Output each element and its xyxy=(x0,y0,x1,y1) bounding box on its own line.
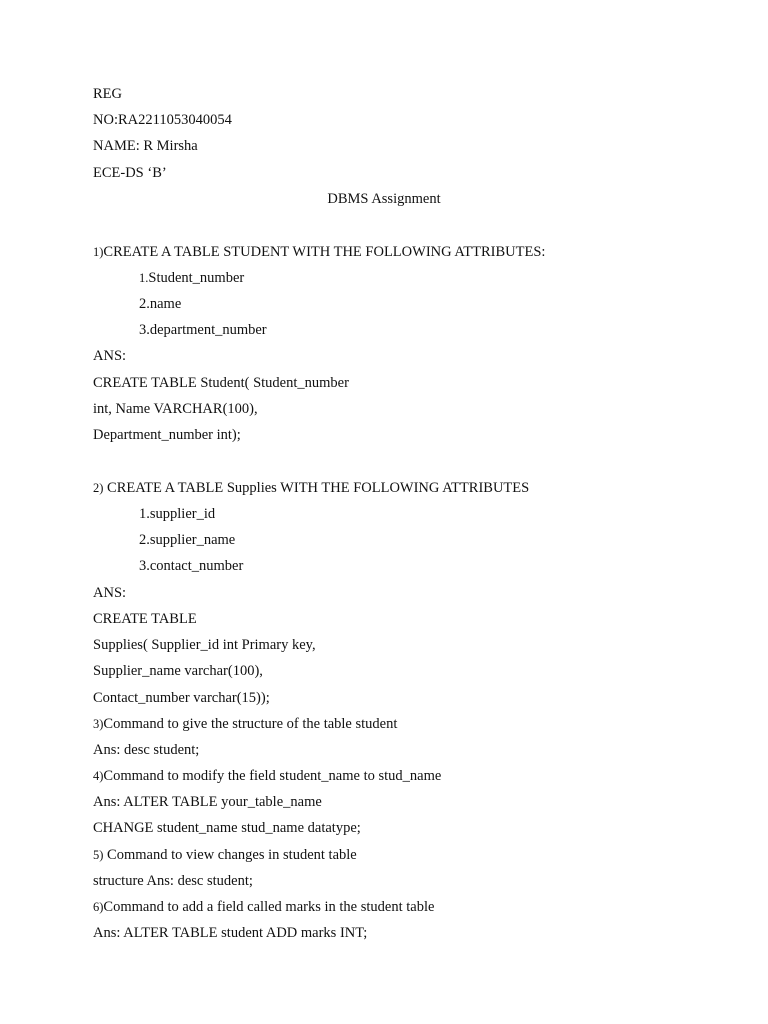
answer-line: CHANGE student_name stud_name datatype; xyxy=(93,820,361,836)
list-item-number: 2. xyxy=(139,296,150,312)
reg-label: REG xyxy=(93,86,122,102)
list-item-text: supplier_id xyxy=(149,506,216,522)
answer-line: Contact_number varchar(15)); xyxy=(93,690,270,706)
question-2 xyxy=(93,479,529,497)
answer-line: Ans: ALTER TABLE your_table_name xyxy=(93,794,322,810)
question-number: 3) xyxy=(93,717,104,731)
question-number: 5) xyxy=(93,848,104,862)
reg-number: NO:RA2211053040054 xyxy=(93,112,232,128)
question-text: Command to view changes in student table xyxy=(103,847,357,863)
question-text: CREATE A TABLE STUDENT WITH THE FOLLOWING ATTRIBUTES: xyxy=(103,244,546,260)
answer-line: structure Ans: desc student; xyxy=(93,873,253,889)
student-name: NAME: R Mirsha xyxy=(93,138,198,154)
list-item-text: Student_number xyxy=(148,270,245,286)
question-6 xyxy=(93,898,434,916)
question-text: Command to modify the field student_name to stud_name xyxy=(103,768,442,784)
list-item-text: department_number xyxy=(149,322,267,338)
question-text: Command to add a field called marks in the student table xyxy=(103,899,435,915)
list-item xyxy=(139,321,267,339)
answer-line: Ans: ALTER TABLE student ADD marks INT; xyxy=(93,925,368,941)
list-item-number: 3. xyxy=(139,322,150,338)
list-item-number: 2. xyxy=(139,532,150,548)
answer-line: int, Name VARCHAR(100), xyxy=(93,401,258,417)
answer-line: Supplies( Supplier_id int Primary key, xyxy=(93,637,316,653)
list-item-number: 3. xyxy=(139,558,150,574)
answer-line: Ans: desc student; xyxy=(93,742,200,758)
question-text: Command to give the structure of the table student xyxy=(103,716,398,732)
list-item-number: 1. xyxy=(139,506,150,522)
list-item xyxy=(139,505,215,523)
list-item-text: name xyxy=(149,296,182,312)
answer-line: Supplier_name varchar(100), xyxy=(93,663,263,679)
answer-label: ANS: xyxy=(93,348,127,364)
list-item xyxy=(139,269,244,287)
answer-line: CREATE TABLE Student( Student_number xyxy=(93,375,349,391)
question-text: CREATE A TABLE Supplies WITH THE FOLLOWING ATTRIBUTES xyxy=(103,480,530,496)
document-title: DBMS Assignment xyxy=(327,191,441,207)
list-item-text: contact_number xyxy=(149,558,244,574)
list-item xyxy=(139,557,243,575)
list-item-number: 1. xyxy=(139,271,149,285)
answer-line: CREATE TABLE xyxy=(93,611,197,627)
question-4 xyxy=(93,767,441,785)
question-number: 4) xyxy=(93,769,104,783)
list-item-text: supplier_name xyxy=(149,532,236,548)
class-section: ECE-DS ‘B’ xyxy=(93,165,167,181)
question-3 xyxy=(93,715,397,733)
question-1 xyxy=(93,243,545,261)
question-5 xyxy=(93,846,357,864)
list-item xyxy=(139,531,235,549)
answer-label: ANS: xyxy=(93,585,127,601)
list-item xyxy=(139,295,181,313)
question-number: 2) xyxy=(93,481,104,495)
answer-line: Department_number int); xyxy=(93,427,241,443)
question-number: 6) xyxy=(93,900,104,914)
question-number: 1) xyxy=(93,245,104,259)
